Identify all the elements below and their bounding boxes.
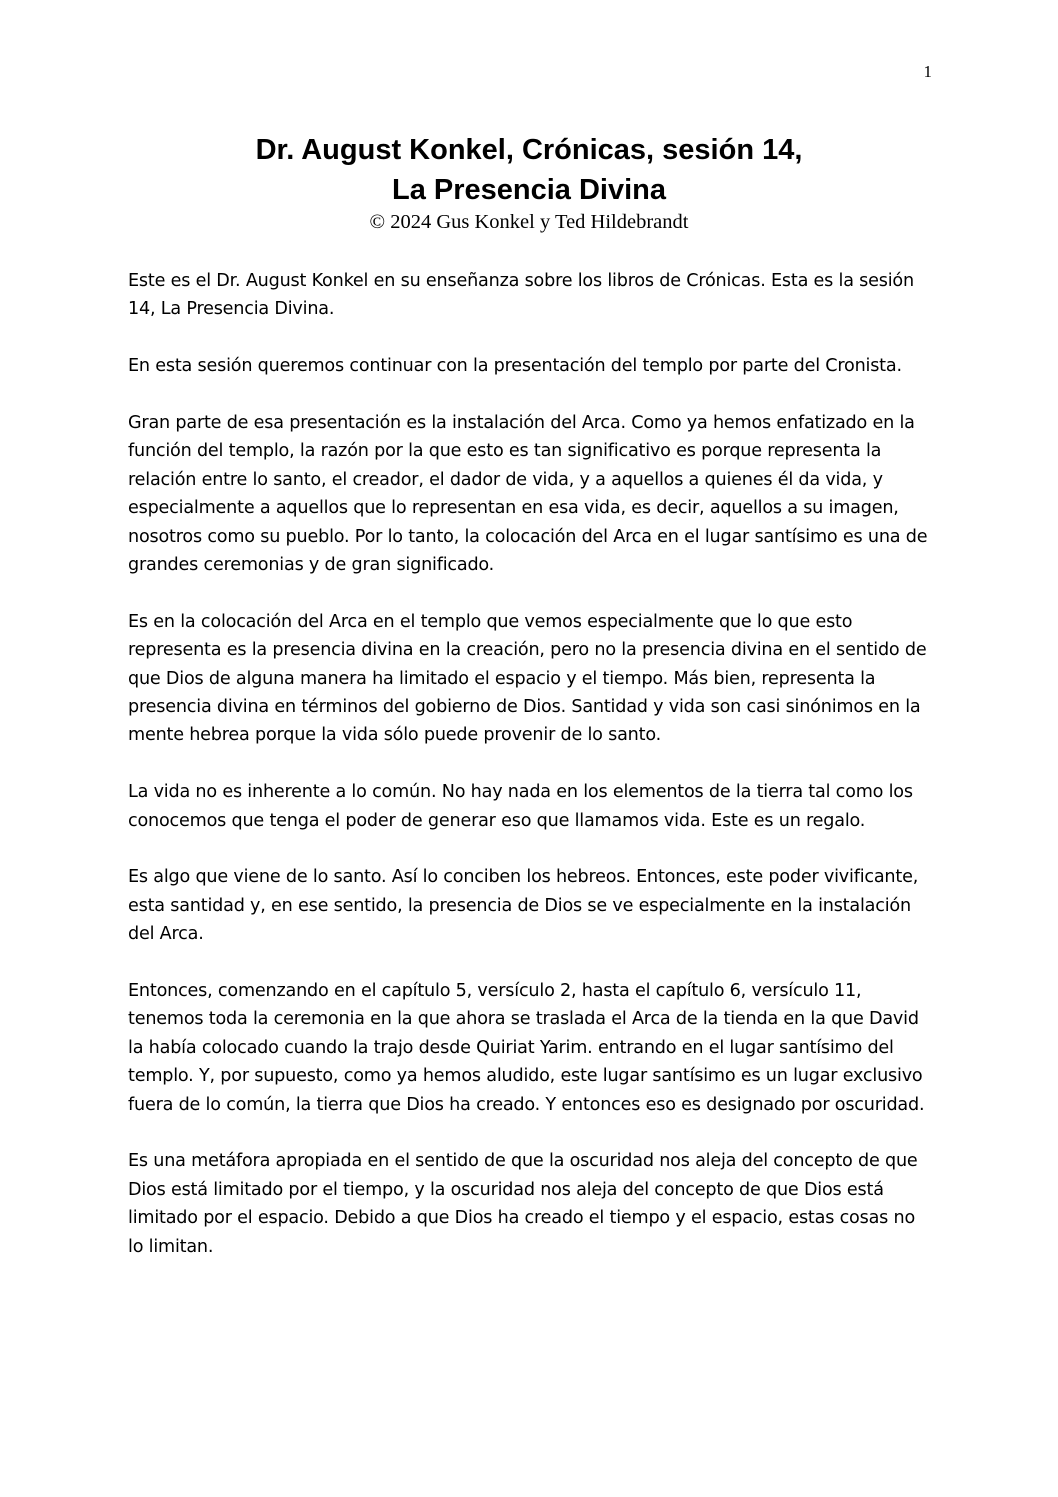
page-number: 1 — [923, 62, 932, 81]
document-title-line-1: Dr. August Konkel, Crónicas, sesión 14, — [255, 134, 803, 166]
document-title-line-2: La Presencia Divina — [391, 174, 667, 206]
paragraph: Este es el Dr. August Konkel en su enseñanza sobre los libros de Crónicas. Esta es la sesión 14, La Presencia Divina. — [128, 271, 914, 320]
paragraph: La vida no es inherente a lo común. No hay nada en los elementos de la tierra tal como los conocemos que tenga el poder de generar eso que llamamos vida. Este es un regalo. — [128, 782, 913, 831]
paragraph: Gran parte de esa presentación es la instalación del Arca. Como ya hemos enfatizado en la función del templo, la razón por la que esto es tan significativo es porque representa la relación entre lo santo, el creador, el dador de vida, y a aquellos a quienes él da vida, y especialmente a aquellos que lo representan en esa vida, es decir, aquellos a su imagen, nosotros como su pueblo. Por lo tanto, la colocación del Arca en el lugar santísimo es una de grandes ceremonias y de gran significado. — [128, 413, 928, 576]
paragraph: Entonces, comenzando en el capítulo 5, versículo 2, hasta el capítulo 6, versículo 11, tenemos toda la ceremonia en la que ahora se traslada el Arca de la tienda en la que David la había colocado cuando la trajo desde Quiriat Yarim. entrando en el lugar santísimo del templo. Y, por supuesto, como ya hemos aludido, este lugar santísimo es un lugar exclusivo fuera de lo común, la tierra que Dios ha creado. Y entonces eso es designado por oscuridad. — [128, 981, 925, 1115]
copyright-notice: © 2024 Gus Konkel y Ted Hildebrandt — [369, 211, 689, 233]
paragraph: Es en la colocación del Arca en el templo que vemos especialmente que lo que esto representa es la presencia divina en la creación, pero no la presencia divina en el sentido de que Dios de alguna manera ha limitado el espacio y el tiempo. Más bien, representa la presencia divina en términos del gobierno de Dios. Santidad y vida son casi sinónimos en la mente hebrea porque la vida sólo puede provenir de lo santo. — [128, 611, 927, 746]
document-header — [0, 130, 1058, 234]
paragraph: Es algo que viene de lo santo. Así lo conciben los hebreos. Entonces, este poder vivificante, esta santidad y, en ese sentido, la presencia de Dios se ve especialmente en la instalación del Arca. — [128, 867, 919, 945]
paragraph: En esta sesión queremos continuar con la presentación del templo por parte del Cronista. — [128, 356, 902, 377]
paragraph: Es una metáfora apropiada en el sentido de que la oscuridad nos aleja del concepto de que Dios está limitado por el tiempo, y la oscuridad nos aleja del concepto de que Dios está limitado por el espacio. Debido a que Dios ha creado el tiempo y el espacio, estas cosas no lo limitan. — [128, 1151, 918, 1257]
document-body — [128, 267, 928, 1290]
